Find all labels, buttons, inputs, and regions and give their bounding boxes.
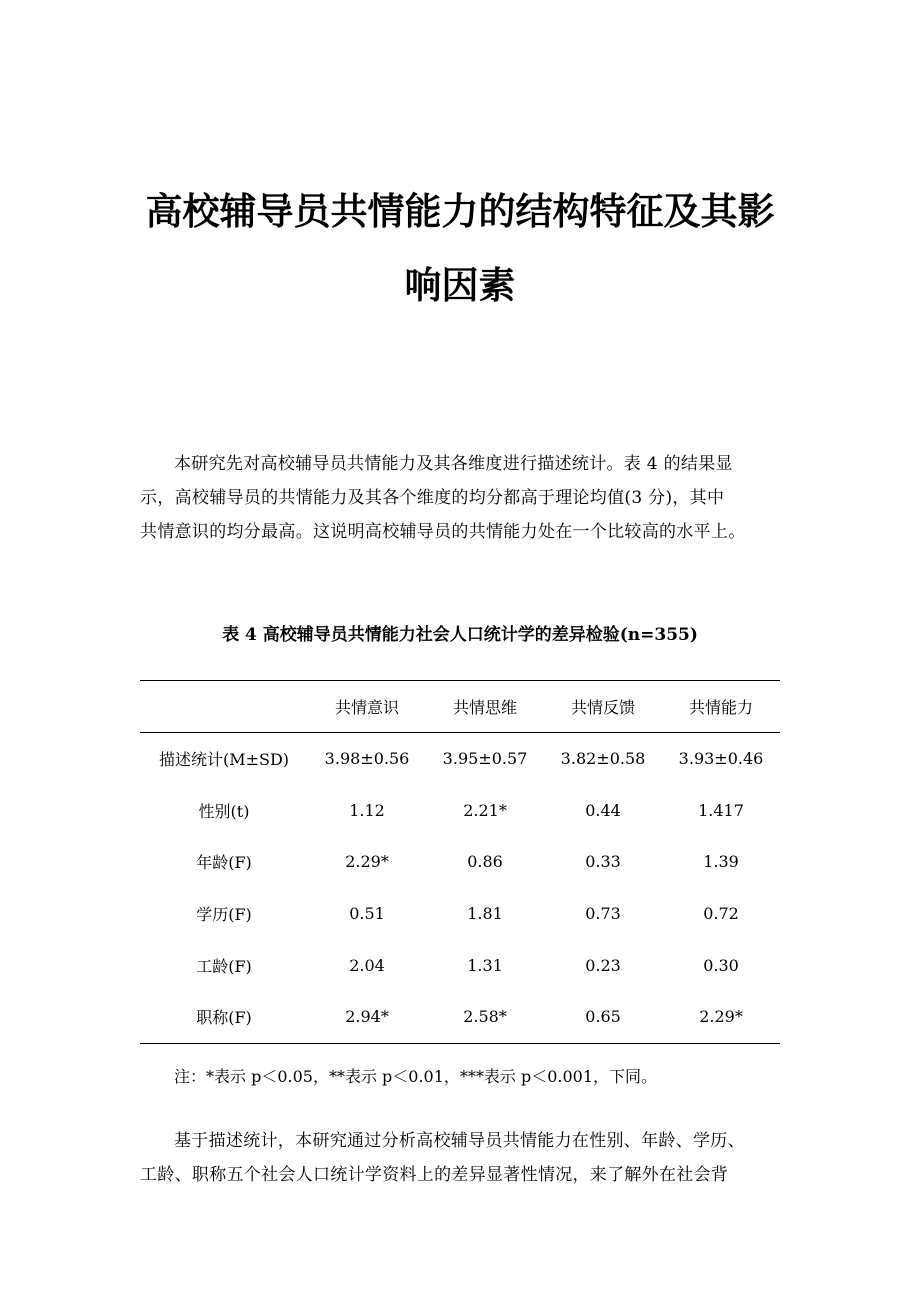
- table-cell: 3.93±0.46: [678, 749, 764, 769]
- table-header-cell: 共情意识: [334, 698, 399, 717]
- table-cell: 2.94*: [345, 1007, 389, 1027]
- table-cell: 3.98±0.56: [324, 749, 410, 769]
- table-row: [140, 991, 780, 1043]
- table-cell: 0.86: [467, 852, 503, 872]
- table-cell: 2.29*: [699, 1007, 743, 1027]
- table-header-row: [140, 681, 780, 733]
- table-cell: 2.29*: [345, 852, 389, 872]
- table-row: [140, 785, 780, 837]
- table-cell: 2.21*: [463, 800, 507, 820]
- table-header-cell: 共情思维: [452, 698, 517, 717]
- paragraph-line: 示，高校辅导员的共情能力及其各个维度的均分都高于理论均值(3 分)，其中: [140, 488, 725, 508]
- paragraph-line: 共情意识的均分最高。这说明高校辅导员的共情能力处在一个比较高的水平上。: [140, 522, 746, 542]
- row-label: 年龄(F): [196, 853, 252, 873]
- body-paragraph: [140, 1124, 788, 1192]
- row-label: 学历(F): [196, 905, 252, 925]
- table-row: [140, 836, 780, 888]
- row-label: 描述统计(M±SD): [158, 750, 290, 770]
- table-cell: 3.82±0.58: [560, 749, 646, 769]
- table-row: [140, 888, 780, 940]
- table-cell: 1.417: [698, 800, 744, 820]
- paragraph-line: 工龄、职称五个社会人口统计学资料上的差异显著性情况，来了解外在社会背: [140, 1165, 729, 1185]
- table-row: [140, 733, 780, 785]
- statistics-table: [140, 680, 780, 1044]
- row-label: 职称(F): [196, 1008, 252, 1028]
- table-cell: 1.12: [349, 800, 385, 820]
- table-cell: 3.95±0.57: [442, 749, 528, 769]
- table-cell: 2.04: [349, 955, 385, 975]
- table-cell: 2.58*: [463, 1007, 507, 1027]
- document-title-line-2: 响因素: [404, 264, 516, 307]
- table-row: [140, 939, 780, 991]
- intro-paragraph: [140, 447, 788, 549]
- table-cell: 0.33: [585, 852, 621, 872]
- row-label: 工龄(F): [196, 956, 252, 976]
- table-header-cell: 共情反馈: [570, 698, 635, 717]
- paragraph-line: 本研究先对高校辅导员共情能力及其各维度进行描述统计。表 4 的结果显: [174, 454, 733, 474]
- table-cell: 0.51: [349, 904, 385, 924]
- table-cell: 1.31: [467, 955, 503, 975]
- table-cell: 1.81: [467, 904, 503, 924]
- table-caption: 表 4 高校辅导员共情能力社会人口统计学的差异检验(n=355): [222, 625, 698, 645]
- table-cell: 0.73: [585, 904, 621, 924]
- paragraph-line: 基于描述统计，本研究通过分析高校辅导员共情能力在性别、年龄、学历、: [174, 1131, 745, 1151]
- table-header-cell: [140, 681, 308, 733]
- table-cell: 0.72: [703, 904, 739, 924]
- table-header-cell: 共情能力: [688, 698, 753, 717]
- document-title-line-1: 高校辅导员共情能力的结构特征及其影: [145, 190, 775, 233]
- table-cell: 0.44: [585, 800, 621, 820]
- table-cell: 0.23: [585, 955, 621, 975]
- table-cell: 0.65: [585, 1007, 621, 1027]
- row-label: 性别(t): [198, 801, 250, 821]
- table-cell: 0.30: [703, 955, 739, 975]
- table-footnote: 注：*表示 p＜0.05，**表示 p＜0.01，***表示 p＜0.001，下同。: [174, 1067, 658, 1086]
- table-cell: 1.39: [703, 852, 739, 872]
